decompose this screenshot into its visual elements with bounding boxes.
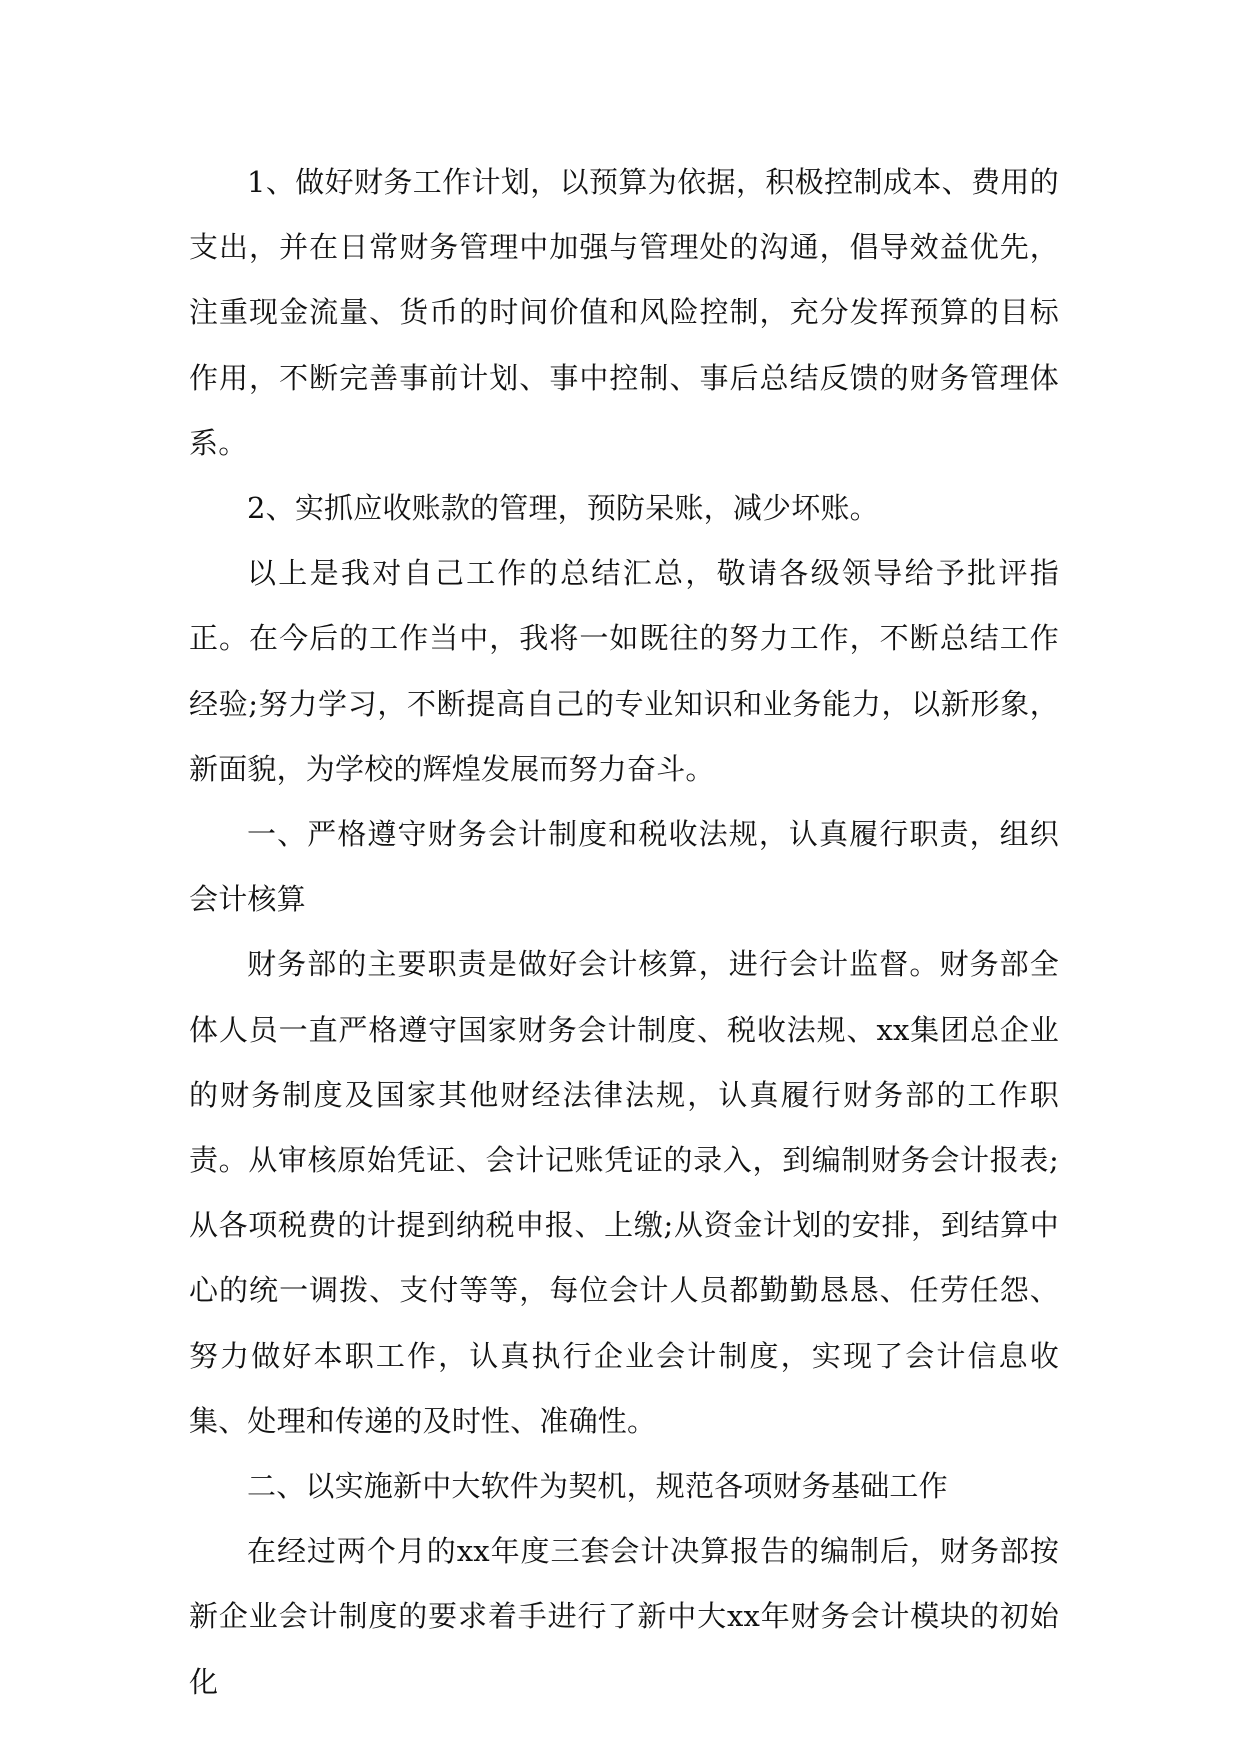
paragraph-budget-plan: 1、做好财务工作计划，以预算为依据，积极控制成本、费用的支出，并在日常财务管理中加强与管理处的沟通，倡导效益优先，注重现金流量、货币的时间价值和风险控制，充分发挥预算的目标作用，不断完善事前计划、事中控制、事后总结反馈的财务管理体系。 bbox=[189, 165, 1059, 460]
paragraph-software: 在经过两个月的xx年度三套会计决算报告的编制后，财务部按新企业会计制度的要求着手进行了新中大xx年财务会计模块的初始化 bbox=[189, 1534, 1059, 1699]
paragraph-duties: 财务部的主要职责是做好会计核算，进行会计监督。财务部全体人员一直严格遵守国家财务会计制度、税收法规、xx集团总企业的财务制度及国家其他财经法律法规，认真履行财务部的工作职责。从审核原始凭证、会计记账凭证的录入，到编制财务会计报表;从各项税费的计提到纳税申报、上缴;从资金计划的安排，到结算中心的统一调拨、支付等等，每位会计人员都勤勤恳恳、任劳任怨、努力做好本职工作，认真执行企业会计制度，实现了会计信息收集、处理和传递的及时性、准确性。 bbox=[189, 947, 1059, 1438]
paragraph-summary: 以上是我对自己工作的总结汇总，敬请各级领导给予批评指正。在今后的工作当中，我将一如既往的努力工作，不断总结工作经验;努力学习，不断提高自己的专业知识和业务能力，以新形象，新面貌，为学校的辉煌发展而努力奋斗。 bbox=[189, 556, 1059, 786]
document-body bbox=[189, 150, 1059, 1715]
section-heading-two: 二、以实施新中大软件为契机，规范各项财务基础工作 bbox=[247, 1469, 948, 1504]
section-heading-one: 一、严格遵守财务会计制度和税收法规，认真履行职责，组织会计核算 bbox=[189, 817, 1059, 917]
paragraph-receivables: 2、实抓应收账款的管理，预防呆账，减少坏账。 bbox=[247, 491, 879, 526]
